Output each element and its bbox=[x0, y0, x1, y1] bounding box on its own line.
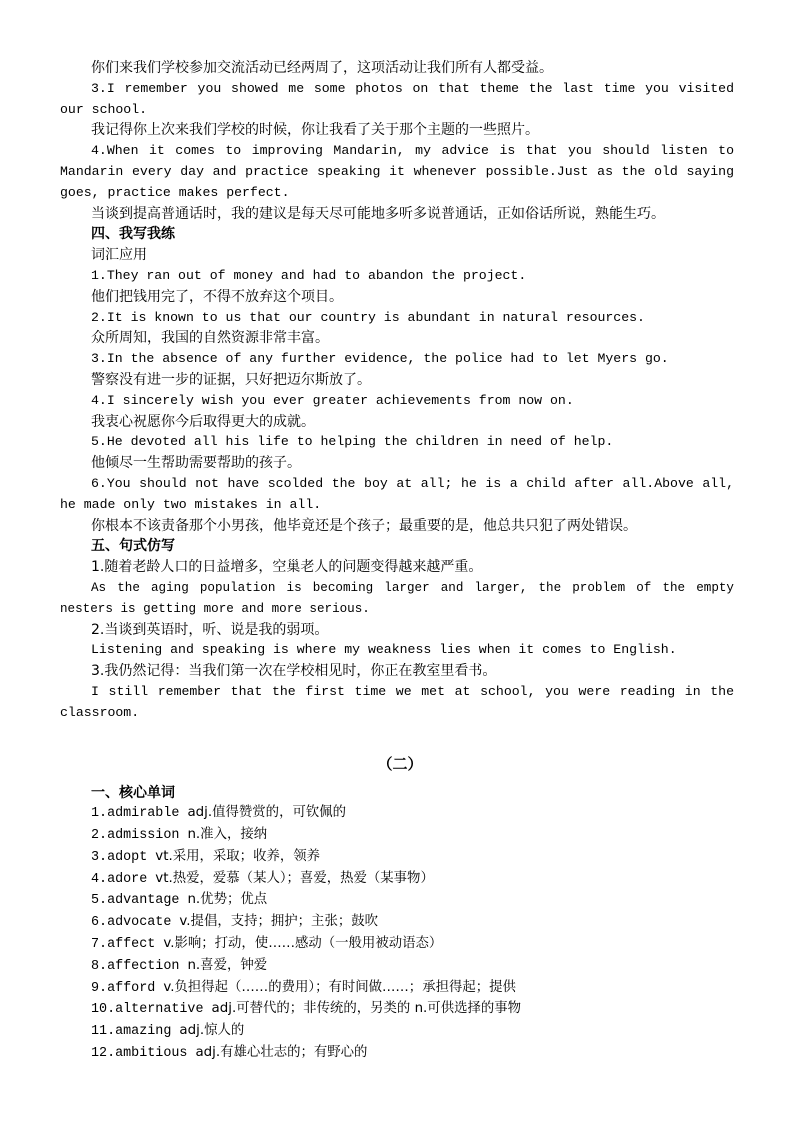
translation-line: 我记得你上次来我们学校的时候，你让我看了关于那个主题的一些照片。 bbox=[91, 122, 539, 139]
vocab-sentence-en: 1.They ran out of money and had to abandon the project. bbox=[91, 267, 527, 283]
word-entry bbox=[60, 869, 734, 891]
word-term: 10.alternative bbox=[91, 1002, 212, 1018]
vocab-sentence-cn: 他倾尽一生帮助需要帮助的孩子。 bbox=[91, 455, 301, 472]
vocab-sentence-en: 5.He devoted all his life to helping the children in need of help. bbox=[91, 434, 614, 450]
word-term: 9.afford bbox=[91, 980, 164, 996]
translation-line: 你们来我们学校参加交流活动已经两周了，这项活动让我们所有人都受益。 bbox=[91, 60, 553, 76]
imitation-answer-en: As the aging population is becoming larger and larger, the problem of the empty nesters is getting more and more serious. bbox=[60, 580, 734, 616]
word-entry bbox=[60, 803, 734, 825]
translation-line: 当谈到提高普通话时，我的建议是每天尽可能地多听多说普通话，正如俗话所说，熟能生巧。 bbox=[91, 205, 665, 222]
word-definition: adj.可替代的；非传统的，另类的 n.可供选择的事物 bbox=[211, 1001, 522, 1017]
imitation-prompt-cn: 1.随着老龄人口的日益增多，空巢老人的问题变得越来越严重。 bbox=[91, 559, 483, 576]
word-entry bbox=[60, 934, 734, 956]
word-definition: n.喜爱，钟爱 bbox=[187, 957, 268, 973]
word-entry bbox=[60, 912, 734, 934]
imitation-prompt-cn: 2.当谈到英语时，听、说是我的弱项。 bbox=[91, 621, 329, 638]
document-page bbox=[60, 58, 734, 1065]
word-entry bbox=[60, 825, 734, 847]
word-entry bbox=[60, 999, 734, 1021]
word-definition: n.准入，接纳 bbox=[187, 827, 268, 843]
section-heading-core-words: 一、核心单词 bbox=[91, 784, 175, 801]
word-term: 3.adopt bbox=[91, 849, 156, 865]
example-sentence: 4.When it comes to improving Mandarin, my advice is that you should listen to Mandarin every day and practice speaking it whenever possible.Just as the old saying goes, practice makes perfect. bbox=[60, 143, 734, 200]
vocab-sentence-en: 4.I sincerely wish you ever greater achievements from now on. bbox=[91, 392, 574, 408]
word-entry bbox=[60, 890, 734, 912]
example-sentence: 3.I remember you showed me some photos on that theme the last time you visited our school. bbox=[60, 80, 734, 117]
spacer bbox=[60, 775, 734, 783]
word-definition: v.负担得起（……的费用）；有时间做……；承担得起；提供 bbox=[163, 979, 516, 995]
word-term: 4.adore bbox=[91, 871, 156, 887]
vocab-sentence-en: 6.You should not have scolded the boy at all; he is a child after all.Above all, he made only two mistakes in all. bbox=[60, 475, 734, 512]
word-entry bbox=[60, 847, 734, 869]
word-term: 12.ambitious bbox=[91, 1046, 196, 1062]
vocab-sentence-en: 2.It is known to us that our country is abundant in natural resources. bbox=[91, 309, 645, 325]
vocab-sentence-cn: 他们把钱用完了，不得不放弃这个项目。 bbox=[91, 288, 343, 305]
vocab-sentence-cn: 你根本不该责备那个小男孩，他毕竟还是个孩子；最重要的是，他总共只犯了两处错误。 bbox=[91, 517, 637, 534]
word-entry bbox=[60, 978, 734, 1000]
section-heading-practice: 四、我写我练 bbox=[91, 226, 175, 243]
word-definition: adj.有雄心壮志的；有野心的 bbox=[195, 1045, 368, 1061]
word-term: 7.affect bbox=[91, 937, 164, 953]
word-term: 2.admission bbox=[91, 828, 188, 844]
section-heading-imitation: 五、句式仿写 bbox=[91, 538, 175, 555]
word-entry bbox=[60, 1021, 734, 1043]
word-term: 5.advantage bbox=[91, 893, 188, 909]
word-definition: vt.热爱，爱慕（某人）；喜爱，热爱（某事物） bbox=[155, 870, 434, 886]
word-entry bbox=[60, 1043, 734, 1065]
word-term: 8.affection bbox=[91, 958, 188, 974]
vocab-sentence-cn: 我衷心祝愿你今后取得更大的成就。 bbox=[91, 413, 315, 430]
part-title: （二） bbox=[377, 754, 423, 773]
word-definition: adj.惊人的 bbox=[179, 1023, 245, 1039]
vocab-sentence-cn: 众所周知，我国的自然资源非常丰富。 bbox=[91, 330, 329, 347]
imitation-answer-en: Listening and speaking is where my weakness lies when it comes to English. bbox=[91, 642, 677, 658]
word-definition: vt.采用，采取；收养，领养 bbox=[155, 848, 321, 864]
vocab-sentence-en: 3.In the absence of any further evidence, the police had to let Myers go. bbox=[91, 351, 669, 367]
word-definition: v.影响；打动，使……感动（一般用被动语态） bbox=[163, 936, 443, 952]
imitation-answer-en: I still remember that the first time we met at school, you were reading in the classroom. bbox=[60, 683, 734, 720]
word-definition: v.提倡，支持；拥护；主张；鼓吹 bbox=[179, 914, 379, 930]
imitation-prompt-cn: 3.我仍然记得：当我们第一次在学校相见时，你正在教室里看书。 bbox=[91, 663, 497, 680]
spacer bbox=[60, 724, 734, 753]
subheading-vocabulary: 词汇应用 bbox=[91, 247, 147, 264]
word-definition: adj.值得赞赏的，可钦佩的 bbox=[187, 805, 347, 821]
vocab-sentence-cn: 警察没有进一步的证据，只好把迈尔斯放了。 bbox=[91, 371, 371, 388]
word-term: 6.advocate bbox=[91, 915, 180, 931]
word-entry bbox=[60, 956, 734, 978]
word-definition: n.优势；优点 bbox=[187, 892, 268, 908]
word-term: 1.admirable bbox=[91, 806, 188, 822]
word-term: 11.amazing bbox=[91, 1024, 180, 1040]
